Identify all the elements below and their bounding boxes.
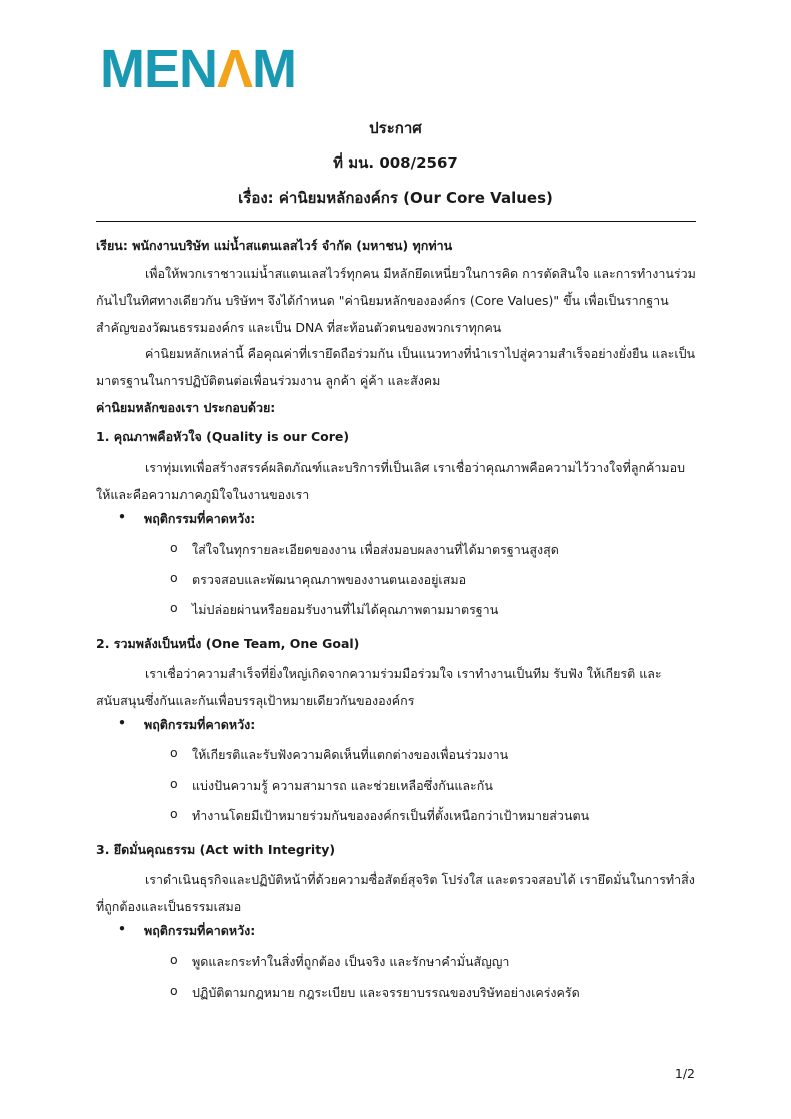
behavior-label: พฤติกรรมที่คาดหวัง:: [144, 511, 256, 526]
value-description: เราทุ่มเทเพื่อสร้างสรรค์ผลิตภัณฑ์และบริการที่เป็นเลิศ เราเชื่อว่าคุณภาพคือความไว้วางใจที่ลูกค้ามอบให้และคือความภาคภูมิใจในงานของเรา: [96, 460, 686, 502]
behavior-item: พูดและกระทำในสิ่งที่ถูกต้อง เป็นจริง และรักษาคำมั่นสัญญา: [192, 954, 510, 969]
salutation: เรียน: พนักงานบริษัท แม่น้ำสแตนเลสไวร์ จำกัด (มหาชน) ทุกท่าน: [96, 238, 453, 253]
bullet-marker: •: [118, 921, 126, 936]
sub-bullet-marker: o: [170, 952, 178, 967]
behavior-item: ให้เกียรติและรับฟังความคิดเห็นที่แตกต่างของเพื่อนร่วมงาน: [192, 747, 509, 762]
page-number: 1/2: [674, 1066, 695, 1081]
intro-paragraph-1: เพื่อให้พวกเราชาวแม่น้ำสแตนเลสไวร์ทุกคน มีหลักยึดเหนี่ยวในการคิด การตัดสินใจ และการทำงานร่วมกันไปในทิศทางเดียวกัน บริษัทฯ จึงได้กำหนด "ค่านิยมหลักขององค์กร (Core Values)" ขึ้น เพื่อเป็นรากฐานสำคัญของวัฒนธรรมองค์กร และเป็น DNA ที่สะท้อนตัวตนของพวกเราทุกคน: [96, 266, 696, 335]
document-subject: เรื่อง: ค่านิยมหลักองค์กร (Our Core Values): [238, 189, 553, 207]
values-heading: ค่านิยมหลักของเรา ประกอบด้วย:: [96, 400, 276, 415]
bullet-marker: •: [118, 715, 126, 730]
sub-bullet-marker: o: [170, 540, 178, 555]
behavior-label: พฤติกรรมที่คาดหวัง:: [144, 923, 256, 938]
value-title: 3. ยึดมั่นคุณธรรม (Act with Integrity): [96, 842, 336, 857]
behavior-item: ตรวจสอบและพัฒนาคุณภาพของงานตนเองอยู่เสมอ: [192, 572, 467, 587]
value-title: 1. คุณภาพคือหัวใจ (Quality is our Core): [96, 429, 350, 444]
header-divider: [96, 221, 696, 222]
announcement-title: ประกาศ: [369, 119, 422, 137]
behavior-item: แบ่งปันความรู้ ความสามารถ และช่วยเหลือซึ่งกันและกัน: [192, 778, 493, 793]
value-description: เราเชื่อว่าความสำเร็จที่ยิ่งใหญ่เกิดจากความร่วมมือร่วมใจ เราทำงานเป็นทีม รับฟัง ให้เกียรติ และสนับสนุนซึ่งกันและกันเพื่อบรรลุเป้าหมายเดียวกันขององค์กร: [96, 666, 662, 708]
sub-bullet-marker: o: [170, 745, 178, 760]
logo-text-part2: N: [179, 39, 217, 99]
sub-bullet-marker: o: [170, 983, 178, 998]
sub-bullet-marker: o: [170, 806, 178, 821]
sub-bullet-marker: o: [170, 570, 178, 585]
behavior-item: ทำงานโดยมีเป้าหมายร่วมกันขององค์กรเป็นที่ตั้งเหนือกว่าเป้าหมายส่วนตน: [192, 808, 590, 823]
value-title: 2. รวมพลังเป็นหนึ่ง (One Team, One Goal): [96, 636, 360, 651]
behavior-item: ปฏิบัติตามกฎหมาย กฎระเบียบ และจรรยาบรรณของบริษัทอย่างเคร่งครัด: [192, 985, 580, 1000]
behavior-item: ใส่ใจในทุกรายละเอียดของงาน เพื่อส่งมอบผลงานที่ได้มาตรฐานสูงสุด: [192, 542, 559, 557]
value-description: เราดำเนินธุรกิจและปฏิบัติหน้าที่ด้วยความซื่อสัตย์สุจริต โปร่งใส และตรวจสอบได้ เรายึดมั่นในการทำสิ่งที่ถูกต้องและเป็นธรรมเสมอ: [96, 872, 695, 914]
intro-paragraph-2: ค่านิยมหลักเหล่านี้ คือคุณค่าที่เรายึดถือร่วมกัน เป็นแนวทางที่นำเราไปสู่ความสำเร็จอย่างยั่งยืน และเป็นมาตรฐานในการปฏิบัติตนต่อเพื่อนร่วมงาน ลูกค้า คู่ค้า และสังคม: [96, 346, 696, 388]
sub-bullet-marker: o: [170, 600, 178, 615]
behavior-item: ไม่ปล่อยผ่านหรือยอมรับงานที่ไม่ได้คุณภาพตามมาตรฐาน: [192, 602, 499, 617]
company-logo: [100, 39, 297, 99]
announcement-number: ที่ มน. 008/2567: [333, 154, 458, 172]
sub-bullet-marker: o: [170, 776, 178, 791]
logo-text-part1: ME: [100, 39, 179, 99]
behavior-label: พฤติกรรมที่คาดหวัง:: [144, 717, 256, 732]
logo-text-part4: M: [252, 39, 297, 99]
bullet-marker: •: [118, 509, 126, 524]
logo-text-part3: Λ: [217, 39, 253, 99]
